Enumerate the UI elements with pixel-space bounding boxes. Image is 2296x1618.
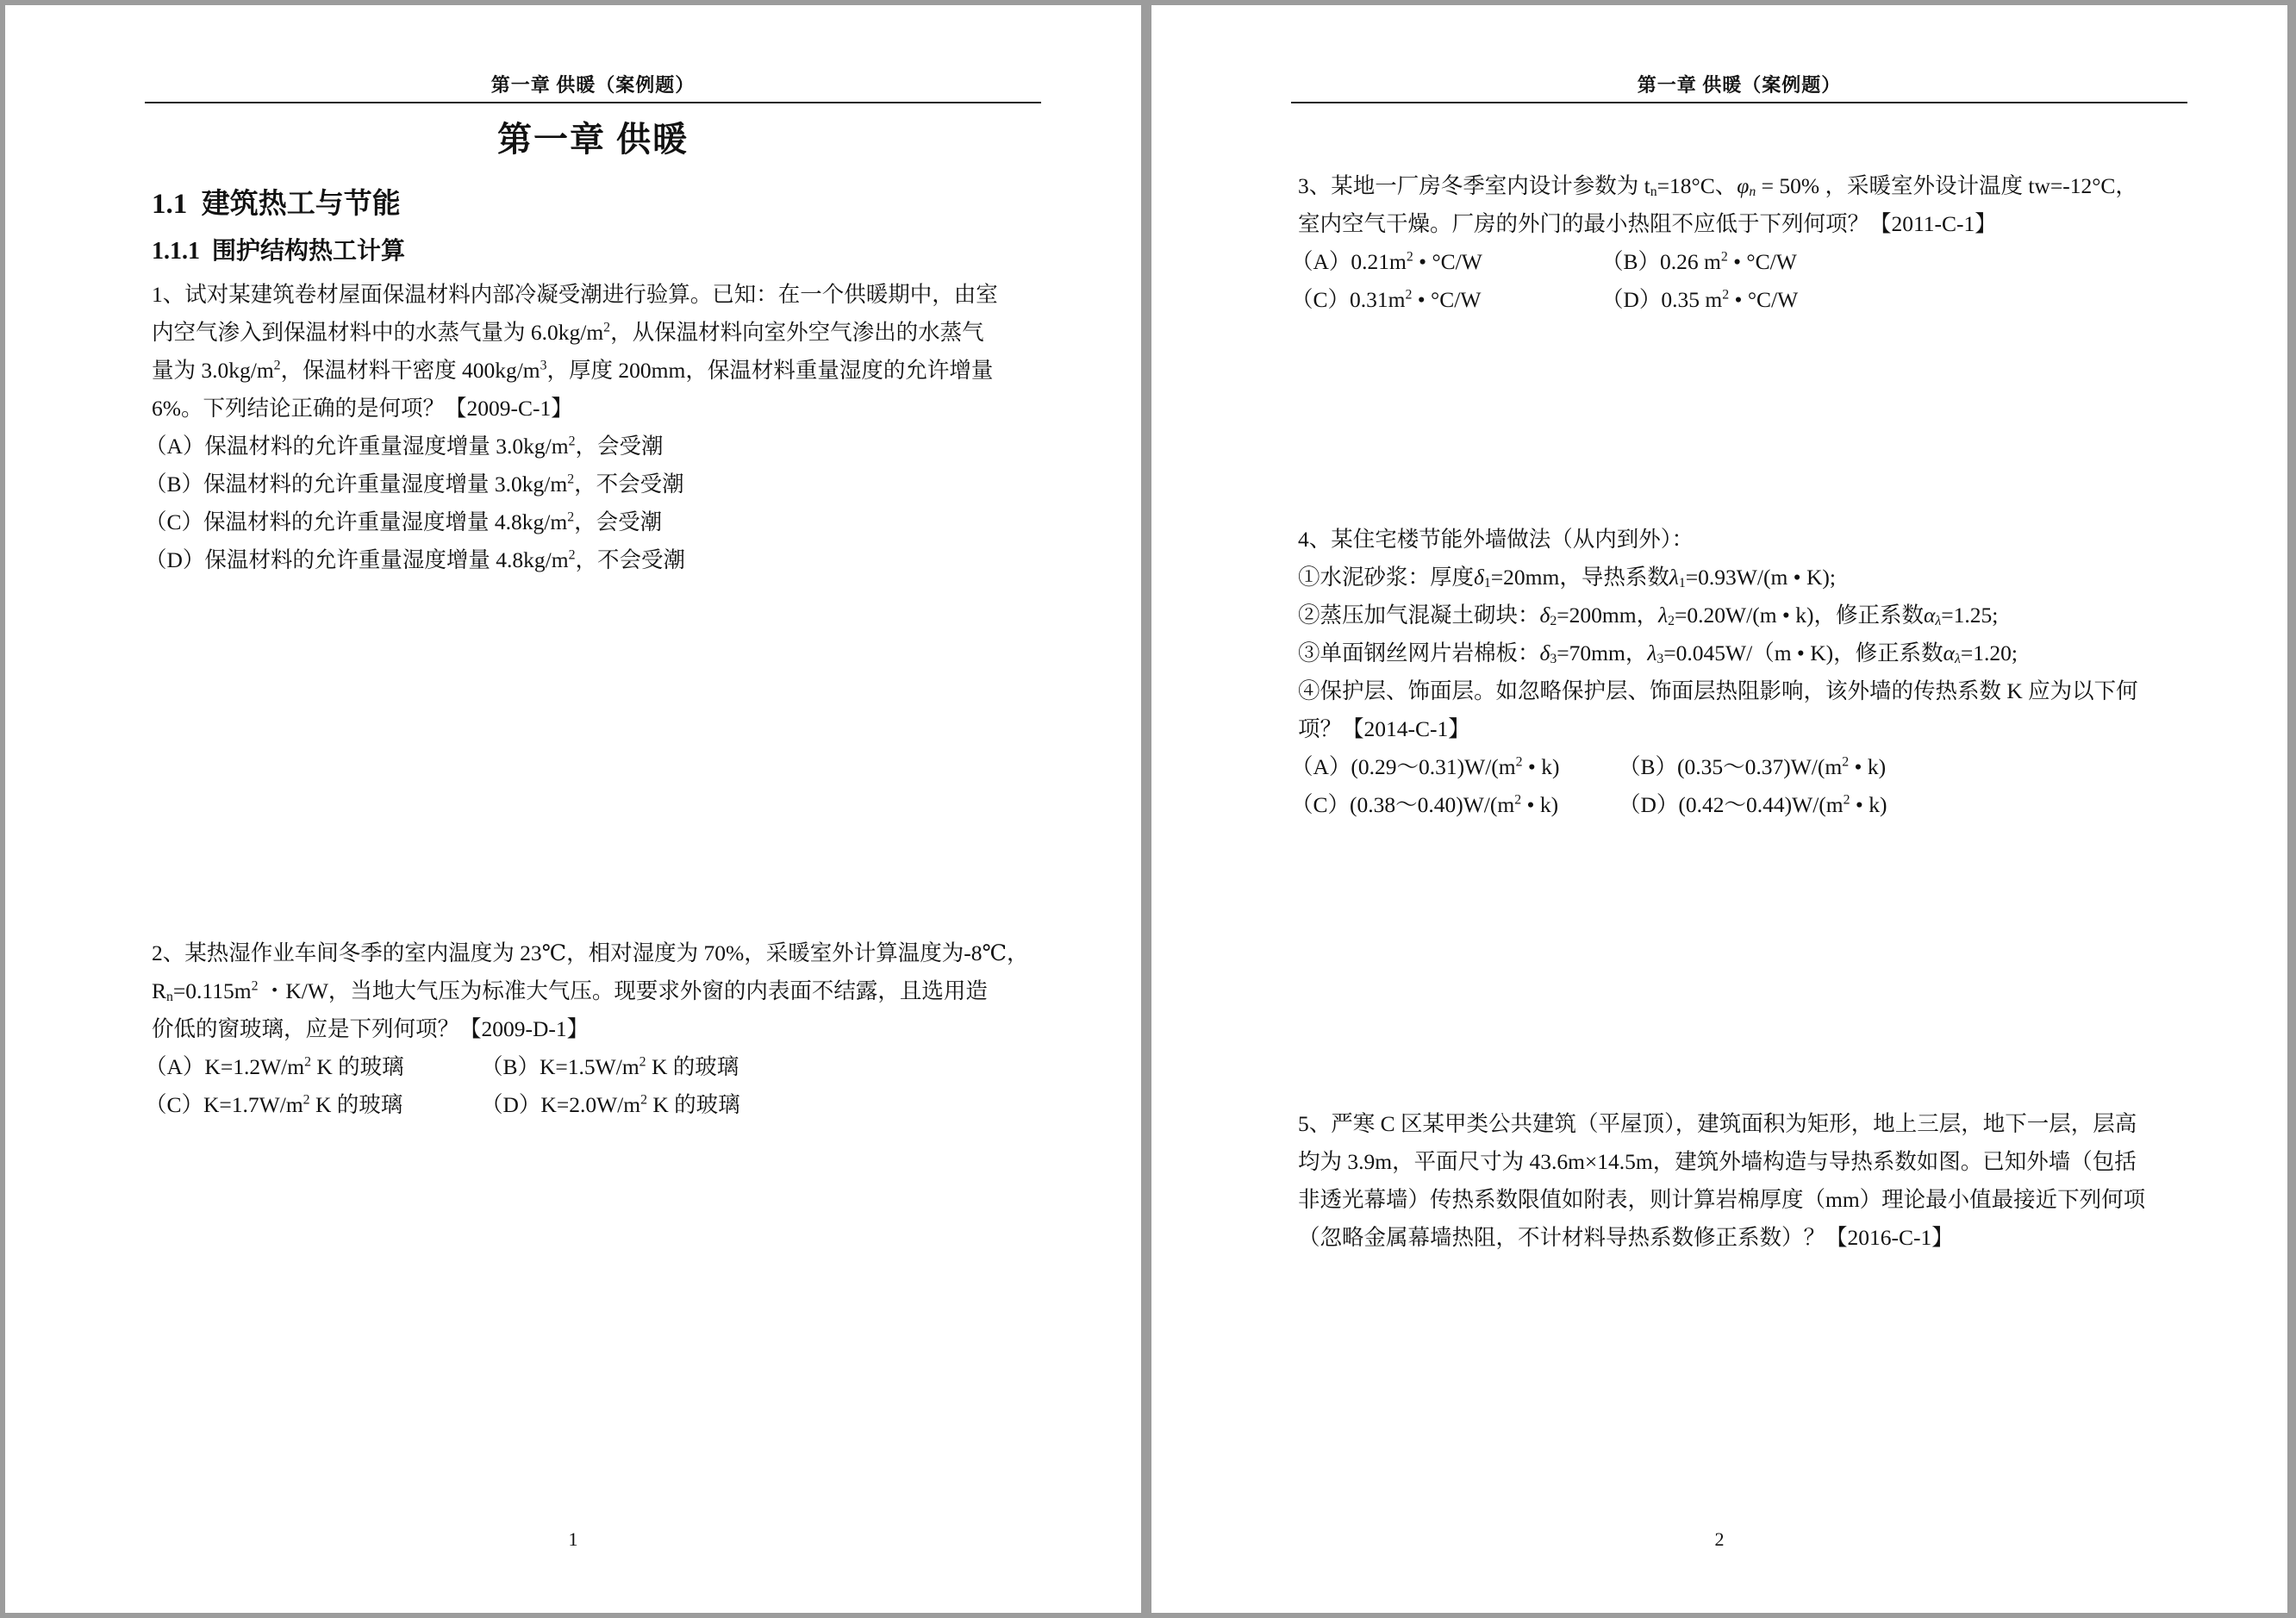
section-number: 1.1 bbox=[152, 189, 188, 220]
question-4-line-3: ②蒸压加气混凝土砌块：$\delta_2=200mm$，$\lambda_2=0.20W/(m$ • k)，修正系数$\alpha_\lambda=1.25$; bbox=[1298, 603, 1999, 629]
question-3-line-1: 3、某地一厂房冬季室内设计参数为 $t_n=18^\circ C$、$\varphi_n = 50\%$ ，采暖室外设计温度 tw=-12°C， bbox=[1298, 173, 2137, 200]
question-1-line-1: 1、试对某建筑卷材屋面保温材料内部冷凝受潮进行验算。已知：在一个供暖期中，由室 bbox=[152, 282, 998, 307]
question-5-line-3: 非透光幕墙）传热系数限值如附表，则计算岩棉厚度（mm）理论最小值最接近下列何项 bbox=[1298, 1187, 2146, 1212]
section-heading bbox=[152, 183, 401, 226]
question-2-option-a: $(A)K=1.2W/m^2$ K 的玻璃 bbox=[145, 1054, 404, 1079]
question-2-option-b: $(B)K=1.5W/m^2$ K 的玻璃 bbox=[481, 1054, 739, 1079]
question-2-option-d: $(D)K=2.0W/m^2$ K 的玻璃 bbox=[481, 1092, 740, 1117]
question-3-option-d: （D）0.35 $m^2$ • °C/W bbox=[1601, 287, 1799, 312]
question-4-line-1: 4、某住宅楼节能外墙做法（从内到外）： bbox=[1298, 527, 1694, 552]
question-4-option-b: $(B)(0.35\sim 0.37)W/(m^2$ • k) bbox=[1619, 754, 1887, 779]
question-4-line-6: 项？【2014-C-1】 bbox=[1298, 716, 1470, 741]
question-4-line-4: ③单面钢丝网片岩棉板：$\delta_3=70mm$，$\lambda_3=0.045W/(m$ • K)，修正系数$\alpha_\lambda=1.20$; bbox=[1298, 640, 2018, 667]
question-3-option-b: （B）0.26 $m^2$ • °C/W bbox=[1601, 249, 1797, 274]
subsection-heading bbox=[152, 233, 405, 271]
question-5-line-4: （忽略金属幕墙热阻，不计材料导热系数修正系数）？【2016-C-1】 bbox=[1298, 1225, 1954, 1250]
question-2-options-row-1 bbox=[145, 1048, 1045, 1086]
question-4-options-row-2 bbox=[1291, 786, 2191, 824]
header-rule bbox=[1291, 102, 2187, 103]
question-2-line-1: 2、某热湿作业车间冬季的室内温度为 23℃，相对湿度为 70%，采暖室外计算温度为-8℃， bbox=[152, 940, 1029, 965]
question-1-line-4: 6%。下列结论正确的是何项？【2009-C-1】 bbox=[152, 396, 573, 421]
question-4-line-2: ①水泥砂浆：厚度$\delta_1=20mm$，导热系数$\lambda_1=0.93W/(m$ • K); bbox=[1298, 565, 1836, 591]
question-4-option-a: $(A)(0.29\sim 0.31)W/(m^2$ • k) bbox=[1291, 754, 1560, 779]
question-1-line-2: 内空气渗入到保温材料中的水蒸气量为 $6.0kg/m^2$，从保温材料向室外空气渗出的水蒸气 bbox=[152, 320, 984, 345]
question-1-option-c: （C）保温材料的允许重量湿度增量 $4.8kg/m^2$，会受潮 bbox=[145, 509, 663, 534]
question-2-line-2: $R_n=0.115m^2$ ・K/W，当地大气压为标准大气压。现要求外窗的内表面不结露，且选用造 bbox=[152, 978, 988, 1005]
question-2-options-row-2 bbox=[145, 1086, 1045, 1124]
question-3-options-row-1 bbox=[1291, 243, 2191, 281]
question-4-line-5: ④保护层、饰面层。如忽略保护层、饰面层热阻影响，该外墙的传热系数 K 应为以下何 bbox=[1298, 678, 2138, 703]
question-5-line-2: 均为 3.9m，平面尺寸为 43.6m×14.5m，建筑外墙构造与导热系数如图。已知外墙（包括 bbox=[1298, 1149, 2137, 1174]
question-3-line-2: 室内空气干燥。厂房的外门的最小热阻不应低于下列何项？【2011-C-1】 bbox=[1298, 211, 1997, 236]
chapter-title: 第一章 供暖 bbox=[497, 120, 689, 159]
subsection-number: 1.1.1 bbox=[152, 238, 200, 265]
question-1-line-3: 量为 $3.0kg/m^2$，保温材料干密度 $400kg/m^3$，厚度 200mm，保温材料重量湿度的允许增量 bbox=[152, 358, 994, 383]
question-1 bbox=[145, 276, 1045, 579]
page-number: 1 bbox=[568, 1528, 578, 1550]
document-page-1 bbox=[5, 5, 1141, 1613]
header-rule bbox=[145, 102, 1041, 103]
question-4-option-c: $(C)(0.38\sim 0.40)W/(m^2$ • k) bbox=[1291, 792, 1559, 817]
question-3-option-c: $(C)0.31m^2$ • °C/W bbox=[1291, 287, 1482, 312]
question-1-option-b: （B）保温材料的允许重量湿度增量 $3.0kg/m^2$，不会受潮 bbox=[145, 472, 684, 497]
question-4 bbox=[1291, 521, 2191, 824]
question-3-option-a: $(A)0.21m^2$ • °C/W bbox=[1291, 249, 1482, 274]
document-page-2 bbox=[1151, 5, 2287, 1613]
question-4-options-row-1 bbox=[1291, 748, 2191, 786]
question-3-options-row-2 bbox=[1291, 281, 2191, 319]
running-header: 第一章 供暖（案例题） bbox=[490, 74, 696, 96]
question-5 bbox=[1298, 1105, 2191, 1257]
question-2 bbox=[145, 934, 1045, 1124]
question-1-option-a: （A）保温材料的允许重量湿度增量 $3.0kg/m^2$，会受潮 bbox=[145, 434, 664, 459]
subsection-title: 围护结构热工计算 bbox=[212, 238, 406, 265]
section-title: 建筑热工与节能 bbox=[201, 189, 401, 220]
question-2-line-3: 价低的窗玻璃，应是下列何项？【2009-D-1】 bbox=[152, 1016, 590, 1041]
question-4-option-d: $(D)(0.42\sim 0.44)W/(m^2$ • k) bbox=[1619, 792, 1887, 817]
question-5-line-1: 5、严寒 C 区某甲类公共建筑（平屋顶），建筑面积为矩形，地上三层，地下一层，层高 bbox=[1298, 1111, 2137, 1136]
running-header: 第一章 供暖（案例题） bbox=[1637, 74, 1842, 96]
question-1-option-d: （D）保温材料的允许重量湿度增量 $4.8kg/m^2$，不会受潮 bbox=[145, 547, 686, 572]
question-3 bbox=[1291, 167, 2191, 319]
question-2-option-c: $(C)K=1.7W/m^2$ K 的玻璃 bbox=[145, 1092, 403, 1117]
page-number: 2 bbox=[1714, 1528, 1725, 1550]
